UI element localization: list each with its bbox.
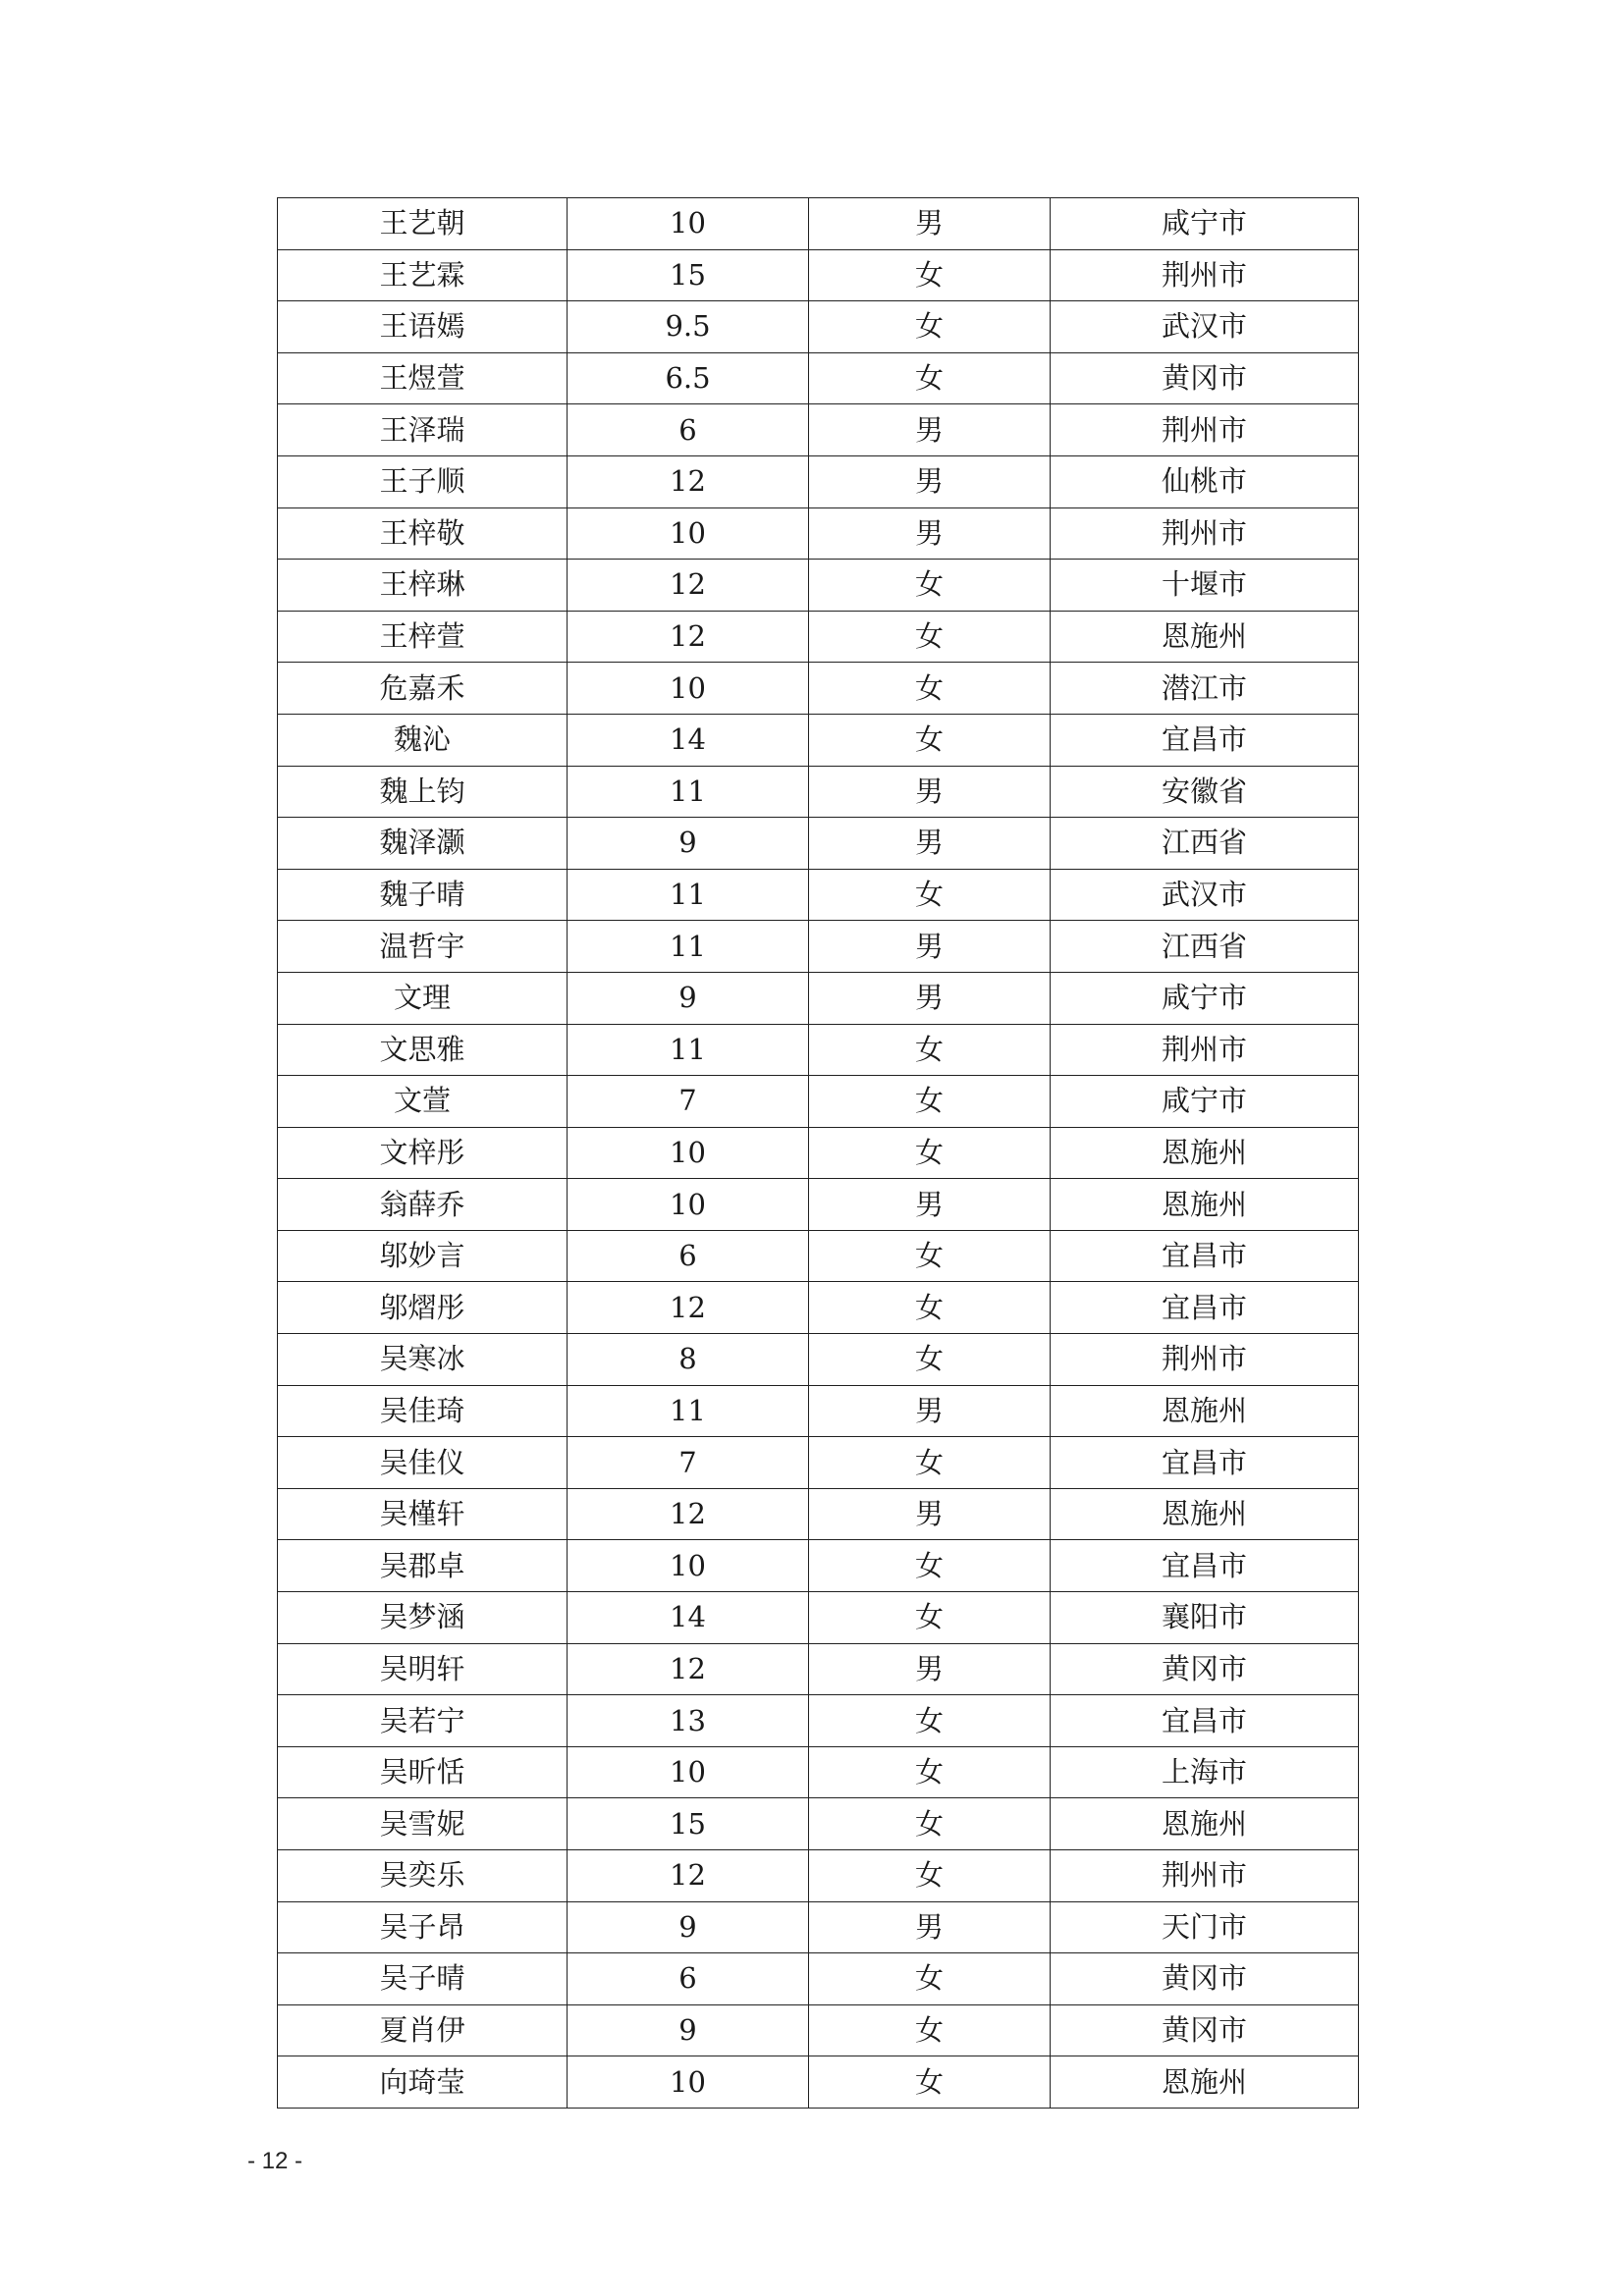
cell-place: 襄阳市 [1051, 1592, 1359, 1644]
cell-sex: 女 [809, 1282, 1051, 1334]
cell-sex: 女 [809, 1540, 1051, 1592]
cell-sex: 女 [809, 1334, 1051, 1386]
cell-age: 12 [568, 1488, 809, 1540]
table-row [278, 2004, 1359, 2056]
cell-sex: 女 [809, 2004, 1051, 2056]
cell-place: 荆州市 [1051, 404, 1359, 456]
cell-sex: 女 [809, 1850, 1051, 1902]
table-row [278, 301, 1359, 353]
cell-name: 文萱 [278, 1076, 568, 1128]
table-row [278, 1643, 1359, 1695]
cell-sex: 男 [809, 818, 1051, 870]
cell-sex: 女 [809, 560, 1051, 612]
cell-name: 吴梦涵 [278, 1592, 568, 1644]
cell-place: 上海市 [1051, 1746, 1359, 1798]
cell-place: 荆州市 [1051, 249, 1359, 301]
cell-age: 6 [568, 404, 809, 456]
table-row [278, 1437, 1359, 1489]
cell-age: 11 [568, 869, 809, 921]
cell-place: 天门市 [1051, 1901, 1359, 1953]
cell-place: 黄冈市 [1051, 2004, 1359, 2056]
cell-age: 13 [568, 1695, 809, 1747]
cell-sex: 女 [809, 249, 1051, 301]
cell-sex: 女 [809, 1076, 1051, 1128]
table-row [278, 2056, 1359, 2109]
cell-age: 9.5 [568, 301, 809, 353]
cell-age: 11 [568, 766, 809, 818]
cell-name: 吴奕乐 [278, 1850, 568, 1902]
cell-place: 咸宁市 [1051, 198, 1359, 250]
cell-name: 邬妙言 [278, 1230, 568, 1282]
cell-age: 6 [568, 1953, 809, 2005]
cell-place: 黄冈市 [1051, 352, 1359, 404]
cell-name: 王艺朝 [278, 198, 568, 250]
cell-place: 恩施州 [1051, 611, 1359, 663]
cell-sex: 女 [809, 1437, 1051, 1489]
cell-place: 宜昌市 [1051, 714, 1359, 766]
cell-sex: 女 [809, 1127, 1051, 1179]
table-row [278, 352, 1359, 404]
table-row [278, 1901, 1359, 1953]
table-row [278, 663, 1359, 715]
cell-age: 10 [568, 1746, 809, 1798]
cell-age: 12 [568, 1643, 809, 1695]
table-row [278, 1592, 1359, 1644]
cell-sex: 男 [809, 1901, 1051, 1953]
cell-sex: 女 [809, 1746, 1051, 1798]
cell-name: 王梓萱 [278, 611, 568, 663]
table-row [278, 611, 1359, 663]
table-row [278, 1953, 1359, 2005]
cell-age: 7 [568, 1437, 809, 1489]
table-row [278, 921, 1359, 973]
cell-sex: 女 [809, 1592, 1051, 1644]
cell-place: 潜江市 [1051, 663, 1359, 715]
cell-name: 王子顺 [278, 455, 568, 507]
cell-sex: 男 [809, 198, 1051, 250]
cell-age: 10 [568, 198, 809, 250]
cell-age: 11 [568, 1024, 809, 1076]
cell-age: 12 [568, 611, 809, 663]
cell-place: 仙桃市 [1051, 455, 1359, 507]
table-row [278, 1334, 1359, 1386]
cell-sex: 男 [809, 455, 1051, 507]
cell-place: 宜昌市 [1051, 1230, 1359, 1282]
cell-name: 王煜萱 [278, 352, 568, 404]
cell-age: 9 [568, 2004, 809, 2056]
table-row [278, 1695, 1359, 1747]
cell-place: 咸宁市 [1051, 1076, 1359, 1128]
table-row [278, 869, 1359, 921]
cell-sex: 女 [809, 1953, 1051, 2005]
cell-sex: 女 [809, 1024, 1051, 1076]
cell-name: 王语嫣 [278, 301, 568, 353]
cell-name: 吴郡卓 [278, 1540, 568, 1592]
table-row [278, 1076, 1359, 1128]
cell-name: 吴佳仪 [278, 1437, 568, 1489]
table-row [278, 455, 1359, 507]
table-row [278, 249, 1359, 301]
cell-sex: 男 [809, 1643, 1051, 1695]
cell-age: 7 [568, 1076, 809, 1128]
cell-name: 吴昕恬 [278, 1746, 568, 1798]
table-row [278, 1024, 1359, 1076]
table-row [278, 1385, 1359, 1437]
cell-place: 黄冈市 [1051, 1643, 1359, 1695]
table-row [278, 198, 1359, 250]
cell-name: 吴槿轩 [278, 1488, 568, 1540]
cell-age: 12 [568, 1850, 809, 1902]
cell-sex: 女 [809, 352, 1051, 404]
cell-name: 王泽瑞 [278, 404, 568, 456]
cell-place: 武汉市 [1051, 869, 1359, 921]
cell-name: 魏沁 [278, 714, 568, 766]
cell-age: 8 [568, 1334, 809, 1386]
cell-place: 恩施州 [1051, 1385, 1359, 1437]
table-row [278, 507, 1359, 560]
cell-place: 恩施州 [1051, 2056, 1359, 2109]
cell-place: 宜昌市 [1051, 1540, 1359, 1592]
cell-name: 文理 [278, 972, 568, 1024]
table-row [278, 1127, 1359, 1179]
page-number: - 12 - [247, 2148, 303, 2174]
table-row [278, 404, 1359, 456]
cell-age: 12 [568, 1282, 809, 1334]
cell-age: 6.5 [568, 352, 809, 404]
cell-age: 9 [568, 818, 809, 870]
cell-sex: 男 [809, 1385, 1051, 1437]
table-row [278, 1282, 1359, 1334]
cell-age: 15 [568, 1798, 809, 1850]
table-row [278, 1798, 1359, 1850]
table-row [278, 560, 1359, 612]
cell-place: 宜昌市 [1051, 1282, 1359, 1334]
cell-sex: 男 [809, 766, 1051, 818]
cell-name: 吴雪妮 [278, 1798, 568, 1850]
cell-place: 恩施州 [1051, 1798, 1359, 1850]
cell-age: 11 [568, 1385, 809, 1437]
cell-name: 王艺霖 [278, 249, 568, 301]
cell-place: 荆州市 [1051, 1334, 1359, 1386]
cell-place: 江西省 [1051, 818, 1359, 870]
table-row [278, 1179, 1359, 1231]
cell-age: 10 [568, 663, 809, 715]
participant-table [277, 197, 1359, 2109]
table-row [278, 1230, 1359, 1282]
cell-sex: 女 [809, 869, 1051, 921]
cell-sex: 女 [809, 301, 1051, 353]
table-row [278, 714, 1359, 766]
cell-place: 荆州市 [1051, 507, 1359, 560]
cell-name: 魏上钧 [278, 766, 568, 818]
cell-name: 邬熠彤 [278, 1282, 568, 1334]
cell-name: 吴子昂 [278, 1901, 568, 1953]
cell-place: 恩施州 [1051, 1127, 1359, 1179]
cell-name: 王梓琳 [278, 560, 568, 612]
table-row [278, 818, 1359, 870]
cell-place: 黄冈市 [1051, 1953, 1359, 2005]
cell-age: 11 [568, 921, 809, 973]
cell-age: 6 [568, 1230, 809, 1282]
cell-name: 夏肖伊 [278, 2004, 568, 2056]
cell-name: 向琦莹 [278, 2056, 568, 2109]
cell-sex: 男 [809, 1179, 1051, 1231]
cell-place: 恩施州 [1051, 1179, 1359, 1231]
cell-place: 江西省 [1051, 921, 1359, 973]
table-row [278, 766, 1359, 818]
cell-name: 王梓敬 [278, 507, 568, 560]
cell-place: 荆州市 [1051, 1024, 1359, 1076]
cell-place: 恩施州 [1051, 1488, 1359, 1540]
cell-name: 魏子晴 [278, 869, 568, 921]
cell-name: 吴明轩 [278, 1643, 568, 1695]
cell-place: 咸宁市 [1051, 972, 1359, 1024]
participant-table-body [278, 198, 1359, 2109]
cell-place: 宜昌市 [1051, 1437, 1359, 1489]
table-row [278, 1488, 1359, 1540]
cell-age: 14 [568, 714, 809, 766]
cell-name: 吴寒冰 [278, 1334, 568, 1386]
cell-sex: 女 [809, 2056, 1051, 2109]
cell-age: 9 [568, 1901, 809, 1953]
cell-sex: 男 [809, 404, 1051, 456]
cell-name: 危嘉禾 [278, 663, 568, 715]
cell-age: 10 [568, 507, 809, 560]
cell-sex: 男 [809, 921, 1051, 973]
cell-sex: 女 [809, 1230, 1051, 1282]
cell-age: 10 [568, 1127, 809, 1179]
cell-sex: 女 [809, 1798, 1051, 1850]
table-row [278, 972, 1359, 1024]
cell-place: 安徽省 [1051, 766, 1359, 818]
cell-sex: 男 [809, 507, 1051, 560]
cell-name: 魏泽灏 [278, 818, 568, 870]
cell-age: 12 [568, 560, 809, 612]
cell-place: 十堰市 [1051, 560, 1359, 612]
cell-name: 温哲宇 [278, 921, 568, 973]
cell-age: 12 [568, 455, 809, 507]
table-row [278, 1746, 1359, 1798]
cell-name: 翁薛乔 [278, 1179, 568, 1231]
cell-name: 吴子晴 [278, 1953, 568, 2005]
cell-place: 宜昌市 [1051, 1695, 1359, 1747]
cell-age: 10 [568, 1179, 809, 1231]
cell-sex: 男 [809, 972, 1051, 1024]
cell-name: 吴若宁 [278, 1695, 568, 1747]
cell-age: 9 [568, 972, 809, 1024]
cell-sex: 女 [809, 663, 1051, 715]
cell-place: 武汉市 [1051, 301, 1359, 353]
cell-sex: 男 [809, 1488, 1051, 1540]
cell-sex: 女 [809, 714, 1051, 766]
cell-sex: 女 [809, 611, 1051, 663]
cell-name: 文思雅 [278, 1024, 568, 1076]
table-row [278, 1850, 1359, 1902]
cell-sex: 女 [809, 1695, 1051, 1747]
table-row [278, 1540, 1359, 1592]
cell-age: 15 [568, 249, 809, 301]
cell-name: 吴佳琦 [278, 1385, 568, 1437]
cell-name: 文梓彤 [278, 1127, 568, 1179]
cell-age: 10 [568, 2056, 809, 2109]
cell-age: 10 [568, 1540, 809, 1592]
cell-place: 荆州市 [1051, 1850, 1359, 1902]
cell-age: 14 [568, 1592, 809, 1644]
